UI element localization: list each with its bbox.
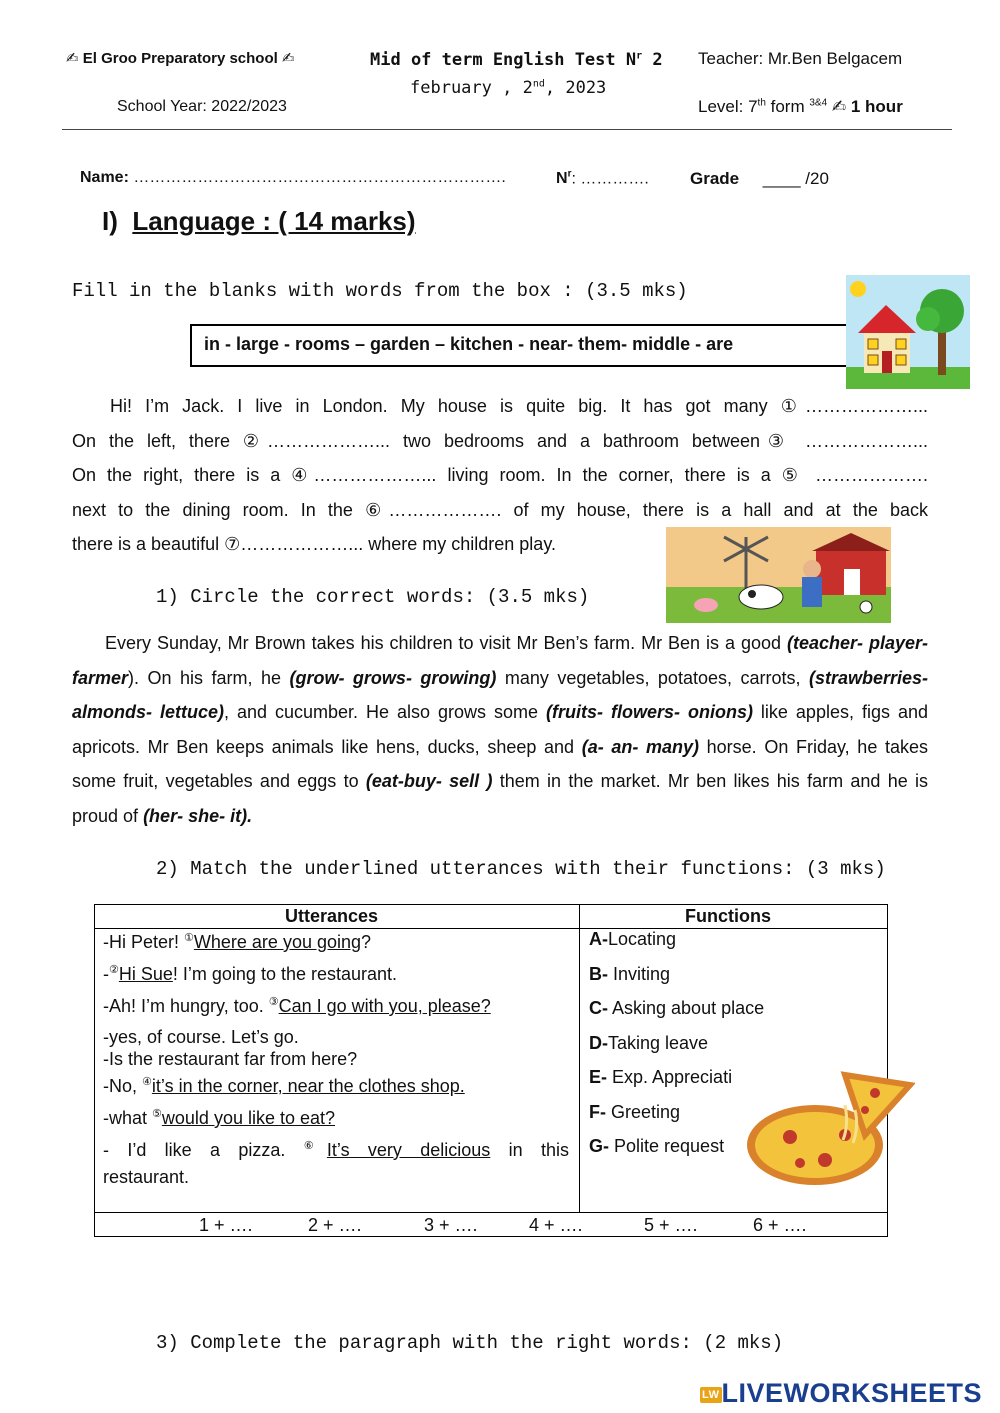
function-item: [589, 998, 764, 1019]
house-picture: [846, 275, 970, 389]
section-title: I) Language : ( 14 marks): [102, 206, 416, 236]
farm-picture: [666, 527, 891, 623]
utterance-number: ④: [142, 1076, 152, 1088]
exercise-circle-instruction: 1) Circle the correct words: (3.5 mks): [156, 586, 590, 608]
underlined-utterance: Hi Sue: [118, 964, 173, 984]
answer-slot-2[interactable]: 2 + ….: [308, 1215, 362, 1235]
pen-icon: ✍: [281, 50, 295, 67]
word-choice-group[interactable]: (strawberries- almonds- lettuce): [72, 667, 929, 723]
word-choice-group[interactable]: (fruits- flowers- onions): [546, 702, 753, 723]
table-column-divider: [579, 905, 580, 1212]
test-date: february , 2nd, 2023: [410, 78, 607, 98]
paragraph-line: next to the dining room. In the ⑥………………. of my house, there is a hall and at the back: [72, 499, 928, 520]
utterance-line: -No, ④it’s in the corner, near the clothes shop.: [103, 1076, 465, 1096]
function-text: Asking about place: [608, 998, 765, 1018]
level-info: Level: 7th form $^{3\&4}$ ✍ 1 hour: [698, 97, 903, 116]
paragraph-line: On the left, there ②………………... two bedrooms and a bathroom between③ ………………...: [72, 430, 928, 451]
answer-slot-6[interactable]: 6 + ….: [753, 1215, 807, 1235]
answer-slot-5[interactable]: 5 + ….: [644, 1215, 698, 1235]
utterance-line: -Is the restaurant far from here?: [103, 1049, 358, 1069]
function-letter: B-: [589, 963, 608, 984]
answer-slot-3[interactable]: 3 + ….: [424, 1215, 478, 1235]
pizza-picture: [745, 1065, 915, 1189]
test-duration: 1 hour: [850, 97, 903, 116]
function-text: Polite request: [609, 1136, 725, 1156]
paragraph-line: there is a beautiful ⑦………………... where my children play.: [72, 534, 556, 555]
sun-icon: [850, 281, 866, 297]
utterance-line: -what ⑤would you like to eat?: [103, 1108, 336, 1128]
function-letter: A-: [589, 929, 608, 949]
utterance-line: -②Hi Sue! I’m going to the restaurant.: [103, 964, 398, 984]
underlined-utterance: it’s in the corner, near the clothes shop.: [151, 1076, 465, 1096]
pen-icon: ✍: [831, 97, 847, 116]
test-title: Mid of term English Test $N^r$ 2: [370, 50, 663, 70]
answer-slot-4[interactable]: 4 + ….: [529, 1215, 583, 1235]
paragraph-line: On the right, there is a ④………………... living room. In the corner, there is a ⑤ ……………….: [72, 465, 928, 486]
pen-icon: ✍: [66, 50, 79, 67]
circle-words-paragraph: [72, 626, 928, 834]
function-text: Exp. Appreciati: [607, 1067, 733, 1087]
table-header-divider: [95, 928, 887, 929]
function-text: Greeting: [606, 1101, 681, 1122]
underlined-utterance: would you like to eat?: [161, 1108, 336, 1128]
grade-field[interactable]: Grade ____ /20: [690, 169, 829, 188]
utterance-number: ①: [184, 932, 194, 944]
function-item: [589, 1136, 724, 1157]
function-letter: D-: [589, 1032, 608, 1053]
function-text: Taking leave: [608, 1032, 709, 1053]
school-year: School Year: 2022/2023: [117, 98, 287, 115]
function-text: Locating: [608, 929, 677, 949]
paragraph-text: Every Sunday, Mr Brown takes his children to visit Mr Ben’s farm. Mr Ben is a good: [105, 633, 787, 653]
utterance-number: ③: [268, 996, 279, 1008]
utterance-number: ⑥: [303, 1140, 327, 1152]
number-field[interactable]: $N^r$: ………….: [556, 169, 649, 188]
function-letter: C-: [589, 998, 608, 1018]
utterance-line: -Ah! I’m hungry, too. ③Can I go with you, please?: [103, 996, 491, 1016]
teacher-name: Teacher: Mr.Ben Belgacem: [698, 49, 903, 68]
underlined-utterance: Where are you going: [193, 932, 362, 952]
function-letter: E-: [589, 1067, 607, 1087]
function-item: [589, 1102, 680, 1123]
utterance-line: restaurant.: [103, 1167, 190, 1187]
function-item: [589, 1067, 732, 1088]
liveworksheets-logo: LWLIVEWORKSHEETS: [702, 1378, 983, 1408]
paragraph-text: ). On his farm, he: [128, 667, 290, 688]
table-footer-divider: [95, 1212, 887, 1213]
function-letter: G-: [589, 1136, 609, 1156]
school-name: ✍ El Groo Preparatory school ✍: [66, 50, 295, 67]
header-divider: [62, 129, 952, 130]
paragraph-text: many vegetables, potatoes, carrots,: [496, 667, 809, 688]
function-letter: F-: [589, 1101, 606, 1122]
underlined-utterance: Can I go with you, please?: [278, 996, 491, 1016]
word-choice-group[interactable]: (teacher- player- farmer: [72, 633, 928, 688]
function-item: [589, 929, 676, 950]
word-choice-group[interactable]: (eat-buy- sell ): [365, 771, 493, 792]
utterance-line: - I’d like a pizza. ⑥It’s very delicious in this: [103, 1140, 569, 1160]
exercise-fill-blanks-instruction: Fill in the blanks with words from the box : (3.5 mks): [72, 280, 688, 302]
word-choice-group[interactable]: (her- she- it).: [143, 805, 253, 826]
underlined-utterance: It’s very delicious: [326, 1140, 491, 1160]
answer-slot-1[interactable]: 1 + ….: [199, 1215, 253, 1235]
exercise-match-instruction: 2) Match the underlined utterances with their functions: (3 mks): [156, 858, 886, 880]
word-box: in - large - rooms – garden – kitchen - near- them- middle - are: [190, 324, 850, 367]
paragraph-text: like apples, figs and apricots. Mr Ben keeps animals like hens, ducks, sheep and: [72, 702, 928, 757]
column-header-utterances: Utterances: [285, 906, 379, 926]
function-item: [589, 964, 670, 985]
paragraph-line: Hi! I’m Jack. I live in London. My house is quite big. It has got many ①………………...: [110, 396, 928, 416]
function-item: [589, 1033, 708, 1054]
utterance-number: ②: [109, 964, 119, 976]
paragraph-text: , and cucumber. He also grows some: [224, 702, 546, 723]
paragraph-text: them in the market. Mr ben likes his farm and he is proud of: [72, 771, 928, 826]
utterance-line: -yes, of course. Let’s go.: [103, 1027, 299, 1047]
paragraph-text: horse. On Friday, he takes some fruit, vegetables and eggs to: [72, 736, 928, 792]
name-field[interactable]: Name: …………………………………………………………….: [80, 169, 506, 186]
word-choice-group[interactable]: (a- an- many): [581, 736, 700, 757]
function-text: Inviting: [608, 963, 671, 984]
word-choice-group[interactable]: (grow- grows- growing): [289, 667, 497, 688]
utterance-line: -Hi Peter! ①Where are you going?: [103, 932, 372, 952]
logo-badge: LW: [702, 1388, 720, 1401]
column-header-functions: Functions: [685, 906, 771, 926]
exercise-complete-instruction: 3) Complete the paragraph with the right words: (2 mks): [156, 1332, 784, 1354]
utterance-number: ⑤: [152, 1108, 162, 1120]
